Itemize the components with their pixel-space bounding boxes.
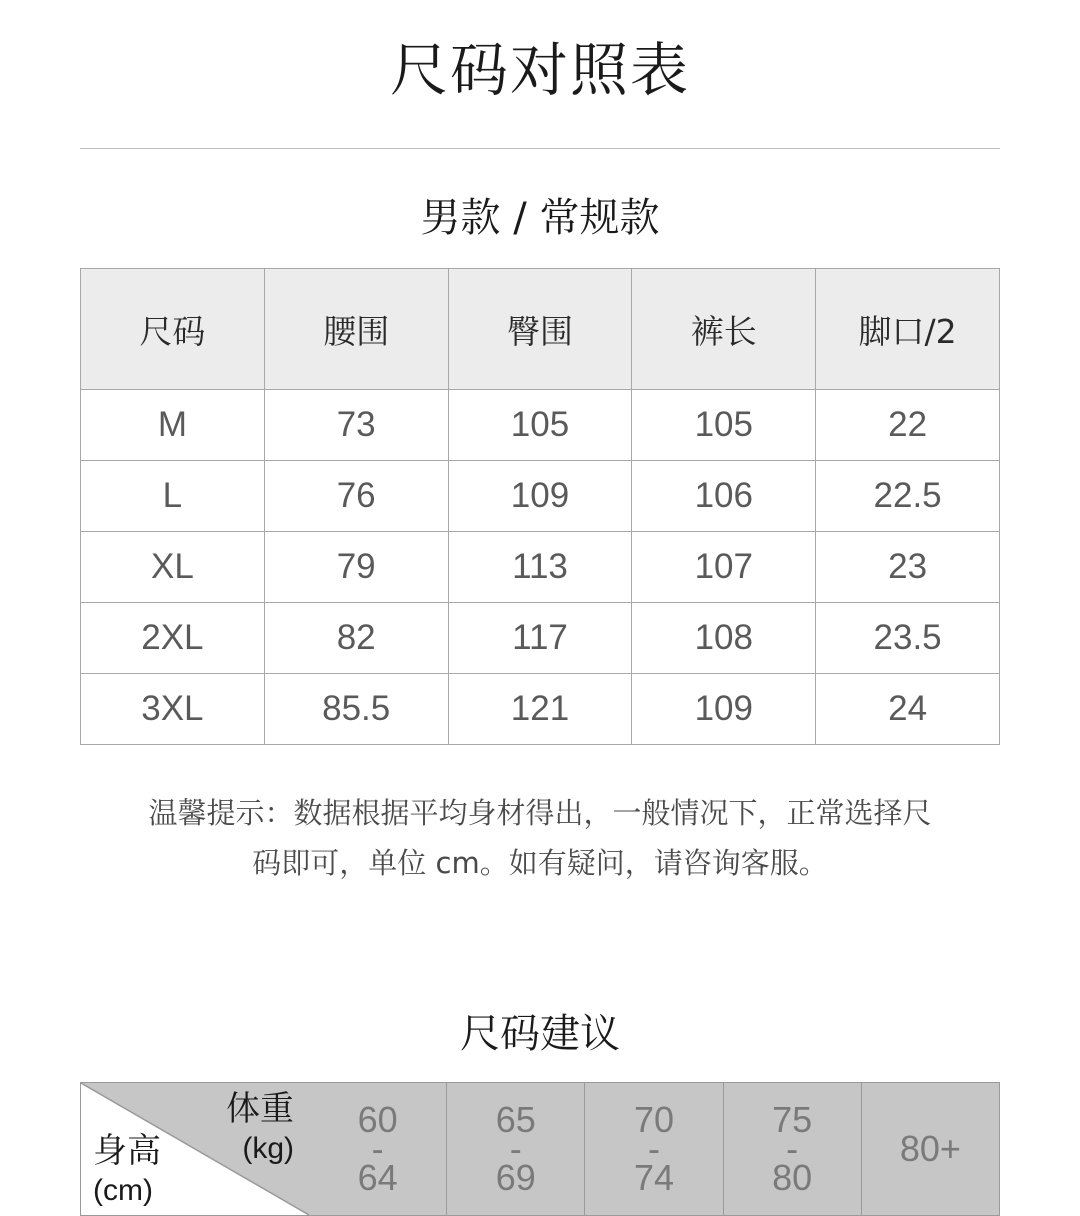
range-separator: - (509, 1128, 522, 1169)
cell-waist: 79 (264, 532, 448, 603)
section-title-size-advice: 尺码建议 (460, 1011, 620, 1057)
cell-hip: 117 (448, 603, 632, 674)
table-row (81, 461, 1000, 532)
cell-size: 2XL (81, 603, 265, 674)
cell-hip: 113 (448, 532, 632, 603)
header-leg-opening: 脚口/2 (816, 269, 1000, 390)
range-to: 80 (772, 1157, 813, 1198)
size-chart-header-row (81, 269, 1000, 390)
cell-pants-length: 108 (632, 603, 816, 674)
size-chart-table (80, 268, 1000, 745)
cell-size: L (81, 461, 265, 532)
header-pants-length: 裤长 (632, 269, 816, 390)
size-advice-table (80, 1082, 1000, 1216)
cell-waist: 73 (264, 390, 448, 461)
cell-size: 3XL (81, 674, 265, 745)
header-size: 尺码 (81, 269, 265, 390)
cell-leg-opening: 24 (816, 674, 1000, 745)
corner-height-label (93, 1131, 161, 1211)
table-row (81, 390, 1000, 461)
range-80-plus: 80+ (899, 1128, 961, 1169)
cell-pants-length: 107 (632, 532, 816, 603)
tip-line-2: 码即可，单位 cm。如有疑问，请咨询客服。 (252, 846, 828, 880)
weight-range-cell (723, 1083, 861, 1216)
title-divider (80, 148, 1000, 149)
table-row (81, 603, 1000, 674)
section-title-mens-regular: 男款 / 常规款 (420, 195, 660, 241)
cell-pants-length: 106 (632, 461, 816, 532)
cell-leg-opening: 22.5 (816, 461, 1000, 532)
cell-hip: 109 (448, 461, 632, 532)
cell-size: M (81, 390, 265, 461)
weight-label: 体重 (226, 1090, 294, 1128)
cell-waist: 76 (264, 461, 448, 532)
weight-range-cell (447, 1083, 585, 1216)
range-to: 69 (495, 1157, 536, 1198)
cell-leg-opening: 23 (816, 532, 1000, 603)
height-label: 身高 (93, 1132, 161, 1170)
cell-size: XL (81, 532, 265, 603)
height-unit: (cm) (93, 1174, 153, 1207)
cell-leg-opening: 23.5 (816, 603, 1000, 674)
corner-weight-label (226, 1089, 294, 1169)
cell-pants-length: 105 (632, 390, 816, 461)
range-from: 70 (633, 1099, 674, 1140)
cell-pants-length: 109 (632, 674, 816, 745)
cell-waist: 85.5 (264, 674, 448, 745)
range-from: 60 (357, 1099, 398, 1140)
weight-unit: (kg) (242, 1132, 294, 1165)
header-waist: 腰围 (264, 269, 448, 390)
cell-hip: 105 (448, 390, 632, 461)
weight-range-cell-last (861, 1083, 999, 1216)
range-separator: - (371, 1128, 384, 1169)
tip-line-1: 温馨提示：数据根据平均身材得出，一般情况下，正常选择尺 (148, 796, 932, 830)
cell-leg-opening: 22 (816, 390, 1000, 461)
table-row (81, 674, 1000, 745)
header-hip: 臀围 (448, 269, 632, 390)
size-tip-note (90, 788, 990, 888)
weight-range-cell (309, 1083, 447, 1216)
cell-hip: 121 (448, 674, 632, 745)
range-to: 74 (633, 1157, 674, 1198)
page-title: 尺码对照表 (389, 36, 690, 104)
advice-corner-cell (81, 1083, 309, 1216)
range-separator: - (786, 1128, 799, 1169)
range-from: 65 (495, 1099, 536, 1140)
advice-header-row (81, 1083, 1000, 1216)
weight-range-cell (585, 1083, 723, 1216)
range-separator: - (647, 1128, 660, 1169)
cell-waist: 82 (264, 603, 448, 674)
range-from: 75 (772, 1099, 813, 1140)
range-to: 64 (357, 1157, 398, 1198)
table-row (81, 532, 1000, 603)
